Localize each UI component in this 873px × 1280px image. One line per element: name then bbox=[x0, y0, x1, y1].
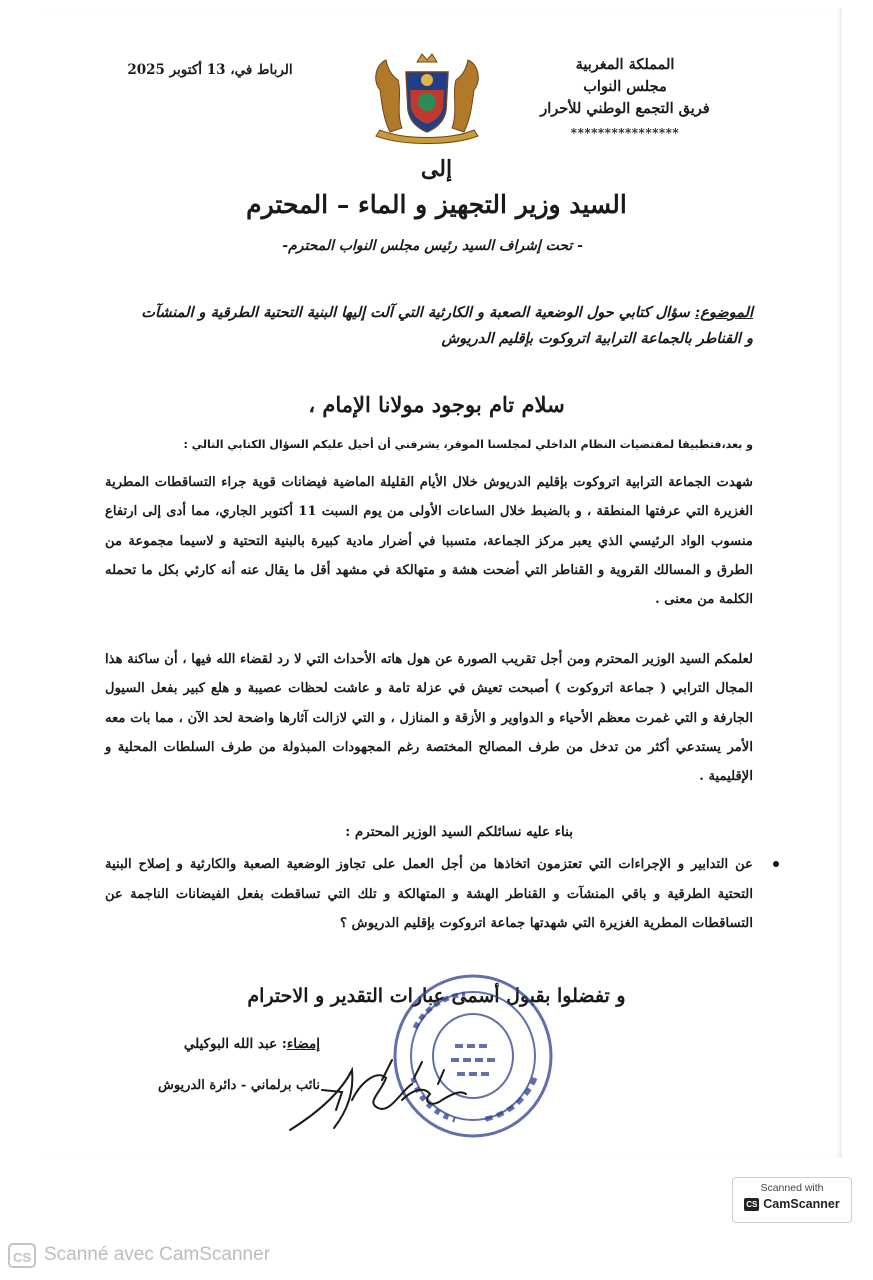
footer-text: Scanné avec CamScanner bbox=[44, 1244, 271, 1265]
bullet-dot-icon bbox=[773, 861, 779, 867]
supervision-line: - تحت إشراف السيد رئيس مجلس النواب المحترم- bbox=[282, 238, 583, 254]
place-date: الرباط في، 13 أكتوبر 2025 bbox=[127, 62, 293, 78]
body-paragraph-1: شهدت الجماعة الترابية اتروكوت بإقليم الدريوش خلال الأيام القليلة الماضية فيضانات قوية جراء التساقطات المطرية الغزيرة التي عرفتها المنطقة ، و بالضبط خلال الساعات الأولى من يوم السبت 11 أكتوبر الجاري، مما أدى إلى ارتفاع منسوب الواد الرئيسي الذي يعبر مركز الجماعة، متسببا في أضرار مادية كبيرة بالبنية التحتية و لاسيما مجموعة من الطرق و المسالك القروية و القناطر التي أضحت هشة و متهالكة في مشهد أقل ما يقال عنه أنه كارثي بكل ما تحمله الكلمة من معنى . bbox=[105, 475, 753, 608]
question-item bbox=[105, 850, 753, 939]
footer-camscanner-logo-icon: CS bbox=[8, 1243, 36, 1268]
addressee-to: إلى bbox=[420, 156, 453, 182]
signatory-name: : عبد الله البوكيلي bbox=[183, 1036, 287, 1052]
addressee-minister: السيد وزير التجهيز و الماء – المحترم bbox=[246, 190, 627, 219]
subject-block bbox=[113, 300, 753, 352]
badge-scanned-with: Scanned with bbox=[760, 1182, 824, 1194]
stars-divider: **************** bbox=[570, 126, 680, 140]
signature-name-line bbox=[120, 1036, 320, 1052]
greeting: سلام تام بوجود مولانا الإمام ، bbox=[308, 392, 565, 417]
camscanner-badge bbox=[732, 1177, 852, 1223]
question-lead: بناء عليه نسائلكم السيد الوزير المحترم : bbox=[345, 824, 573, 840]
signatory-role: نائب برلماني - دائرة الدريوش bbox=[157, 1078, 320, 1093]
subject-line-1: سؤال كتابي حول الوضعية الصعبة و الكارثية التي آلت إليها البنية التحتية الطرقية و المنشآت bbox=[141, 304, 695, 321]
signature-label: إمضاء bbox=[286, 1036, 320, 1052]
subject-label: الموضوع: bbox=[694, 304, 753, 321]
body-paragraph-2: لعلمكم السيد الوزير المحترم ومن أجل تقريب الصورة عن هول هاته الأحداث التي لا رد لقضاء الله فيها ، أن ساكنة هذا المجال الترابي ( جماعة اتروكوت ) أصبحت تعيش في عزلة تامة و عاشت لحظات عصيبة و هلع كبير بفعل السيول الجارفة و التي غمرت معظم الأحياء و الدواوير و الأزقة و المنازل ، و التي لازالت آثارها واضحة لحد الآن ، مما بات معه الأمر يستدعي أكثر من تدخل من طرف المصالح المختصة رغم المجهودات المبذولة من طرف السلطات المحلية و الإقليمية . bbox=[105, 652, 753, 785]
kingdom-line: المملكة المغربية bbox=[575, 56, 675, 73]
closing-line: و تفضلوا بقبول أسمى عبارات التقدير و الاحترام bbox=[247, 985, 626, 1007]
camscanner-logo-icon: CS bbox=[746, 1199, 758, 1209]
letterhead bbox=[505, 54, 745, 144]
handwritten-signature-icon bbox=[282, 1050, 472, 1140]
house-line: مجلس النواب bbox=[583, 78, 667, 95]
group-line: فريق التجمع الوطني للأحرار bbox=[540, 100, 710, 117]
subject-line-2: و القناطر بالجماعة الترابية اتروكوت بإقليم الدريوش bbox=[441, 330, 753, 347]
question-text: عن التدابير و الإجراءات التي تعتزمون اتخاذها من أجل العمل على تجاوز الوضعية الصعبة والكارثية و إصلاح البنية التحتية الطرقية و باقي المنشآت و القناطر الهشة و المتهالكة و تلك التي تساقطت بفعل الفيضانات الناجمة عن التساقطات المطرية الغزيرة التي شهدتها جماعة اتروكوت بإقليم الدريوش ؟ bbox=[105, 857, 753, 931]
badge-camscanner-name: CamScanner bbox=[763, 1197, 840, 1211]
intro-line: و بعد،فتطبيقا لمقتضيات النظام الداخلي لمجلسنا الموقر، يشرفني أن أحيل عليكم السؤال الكتابي التالي : bbox=[183, 438, 753, 451]
moroccan-coat-of-arms-icon bbox=[362, 50, 492, 146]
scan-footer bbox=[8, 1240, 270, 1270]
